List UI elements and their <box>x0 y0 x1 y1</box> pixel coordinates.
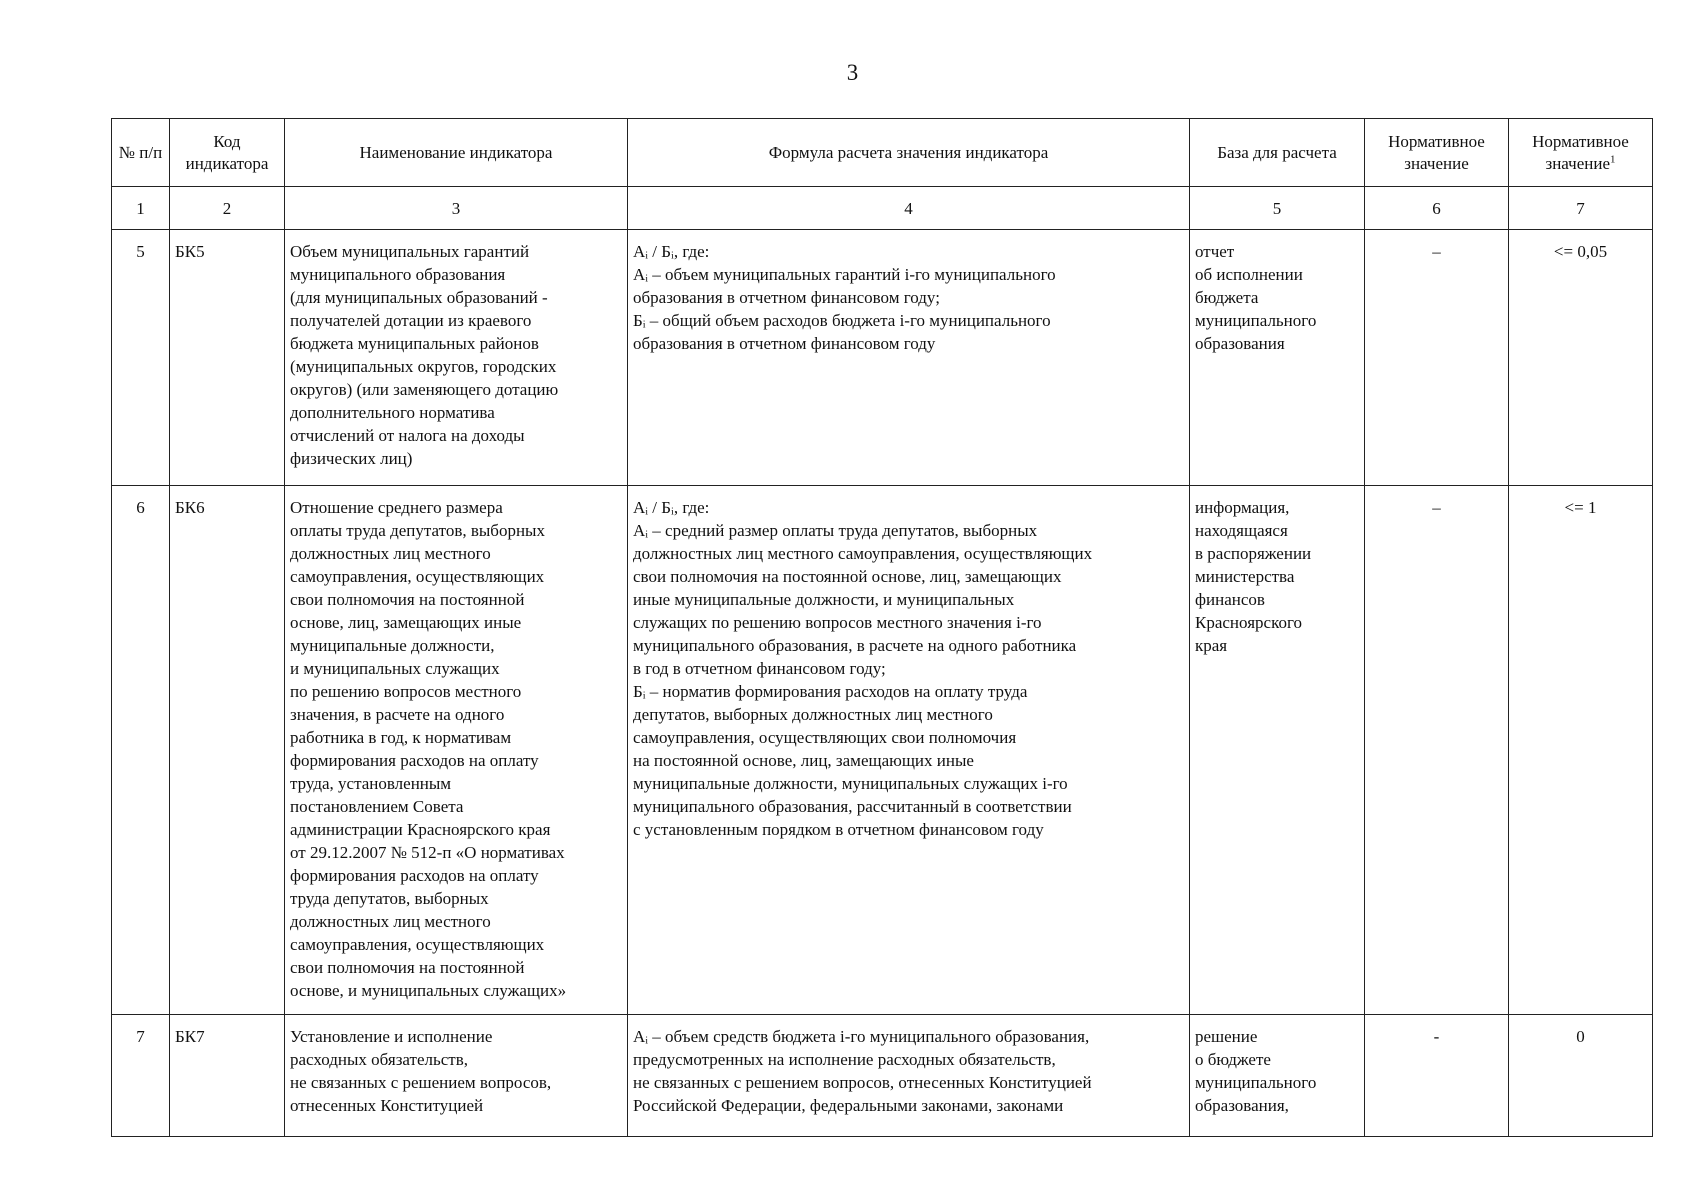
indicator-formula-line: с установленным порядком в отчетном финансовом году <box>633 820 1044 839</box>
calculation-base-line: муниципального <box>1195 311 1317 330</box>
indicator-name-line: (для муниципальных образований - <box>290 288 548 307</box>
indicator-formula-line: Бᵢ – норматив формирования расходов на оплату труда <box>633 682 1028 701</box>
header-formula: Формула расчета значения индикатора <box>628 119 1190 187</box>
indicator-formula-line: служащих по решению вопросов местного значения i-го <box>633 613 1042 632</box>
column-number: 4 <box>628 187 1190 230</box>
calculation-base-line: отчет <box>1195 242 1235 261</box>
indicator-formula-line: предусмотренных на исполнение расходных обязательств, <box>633 1050 1056 1069</box>
indicator-name-line: труда депутатов, выборных <box>290 889 489 908</box>
indicator-name-line: расходных обязательств, <box>290 1050 468 1069</box>
indicator-name-line: по решению вопросов местного <box>290 682 522 701</box>
row-number: 6 <box>112 486 170 1015</box>
calculation-base <box>1190 230 1365 486</box>
calculation-base-line: бюджета <box>1195 288 1259 307</box>
indicator-formula-line: депутатов, выборных должностных лиц местного <box>633 705 993 724</box>
indicator-formula-line: Аᵢ – средний размер оплаты труда депутатов, выборных <box>633 521 1038 540</box>
calculation-base-line: образования, <box>1195 1096 1289 1115</box>
indicator-name-line: дополнительного норматива <box>290 403 495 422</box>
calculation-base <box>1190 1015 1365 1137</box>
indicator-name <box>285 230 628 486</box>
calculation-base-line: решение <box>1195 1027 1258 1046</box>
indicator-name-line: (муниципальных округов, городских <box>290 357 557 376</box>
indicator-formula-line: Бᵢ – общий объем расходов бюджета i-го муниципального <box>633 311 1051 330</box>
norm-value-footnoted: 0 <box>1509 1015 1653 1137</box>
header-name: Наименование индикатора <box>285 119 628 187</box>
indicator-name-line: физических лиц) <box>290 449 413 468</box>
indicator-formula-line: муниципального образования, в расчете на одного работника <box>633 636 1077 655</box>
indicator-name-line: муниципального образования <box>290 265 506 284</box>
header-norm-value-text: Нормативное значение <box>1532 131 1629 173</box>
indicator-name-line: муниципальные должности, <box>290 636 495 655</box>
calculation-base-line: информация, <box>1195 498 1290 517</box>
indicator-name-line: оплаты труда депутатов, выборных <box>290 521 545 540</box>
indicator-name-line: должностных лиц местного <box>290 544 491 563</box>
indicator-formula-line: муниципального образования, рассчитанный в соответствии <box>633 797 1072 816</box>
norm-value: - <box>1365 1015 1509 1137</box>
indicator-name-line: Отношение среднего размера <box>290 498 503 517</box>
row-number: 7 <box>112 1015 170 1137</box>
indicator-name-line: свои полномочия на постоянной <box>290 590 525 609</box>
indicator-name-line: Установление и исполнение <box>290 1027 493 1046</box>
indicator-formula-line: Аᵢ / Бᵢ, где: <box>633 498 710 517</box>
indicator-formula <box>628 486 1190 1015</box>
indicator-name-line: формирования расходов на оплату <box>290 866 539 885</box>
calculation-base-line: в распоряжении <box>1195 544 1312 563</box>
indicator-formula <box>628 1015 1190 1137</box>
indicator-name-line: от 29.12.2007 № 512-п «О нормативах <box>290 843 565 862</box>
indicator-name-line: администрации Красноярского края <box>290 820 551 839</box>
page-number: 3 <box>846 60 859 85</box>
indicator-name-line: отчислений от налога на доходы <box>290 426 525 445</box>
calculation-base-line: находящаяся <box>1195 521 1288 540</box>
indicator-name <box>285 1015 628 1137</box>
indicator-name-line: формирования расходов на оплату <box>290 751 539 770</box>
indicator-formula-line: Российской Федерации, федеральными законами, законами <box>633 1096 1064 1115</box>
header-num: № п/п <box>112 119 170 187</box>
calculation-base-line: Красноярского <box>1195 613 1303 632</box>
indicator-name-line: труда, установленным <box>290 774 452 793</box>
indicator-name-line: самоуправления, осуществляющих <box>290 935 545 954</box>
column-number: 2 <box>170 187 285 230</box>
header-norm-value-footnoted <box>1509 119 1653 187</box>
indicator-name-line: работника в год, к нормативам <box>290 728 512 747</box>
footnote-mark: 1 <box>1610 152 1616 165</box>
column-number: 3 <box>285 187 628 230</box>
column-number: 6 <box>1365 187 1509 230</box>
indicator-formula-line: должностных лиц местного самоуправления, осуществляющих <box>633 544 1093 563</box>
indicator-formula-line: Аᵢ – объем муниципальных гарантий i-го муниципального <box>633 265 1056 284</box>
calculation-base-line: края <box>1195 636 1228 655</box>
calculation-base-line: образования <box>1195 334 1285 353</box>
indicator-row <box>112 230 1653 486</box>
indicator-name-line: Объем муниципальных гарантий <box>290 242 530 261</box>
indicator-name-line: получателей дотации из краевого <box>290 311 532 330</box>
indicators-table <box>111 118 1653 1137</box>
indicator-formula <box>628 230 1190 486</box>
column-number: 7 <box>1509 187 1653 230</box>
calculation-base-line: муниципального <box>1195 1073 1317 1092</box>
norm-value-footnoted: <= 1 <box>1509 486 1653 1015</box>
calculation-base-line: об исполнении <box>1195 265 1303 284</box>
indicator-row <box>112 486 1653 1015</box>
norm-value: – <box>1365 230 1509 486</box>
indicator-name-line: должностных лиц местного <box>290 912 491 931</box>
indicator-formula-line: самоуправления, осуществляющих свои полномочия <box>633 728 1017 747</box>
indicator-formula-line: в год в отчетном финансовом году; <box>633 659 886 678</box>
indicator-row <box>112 1015 1653 1137</box>
header-row <box>112 119 1653 187</box>
calculation-base-line: министерства <box>1195 567 1295 586</box>
indicator-name-line: свои полномочия на постоянной <box>290 958 525 977</box>
header-code: Код индикатора <box>170 119 285 187</box>
indicator-name-line: и муниципальных служащих <box>290 659 500 678</box>
indicator-name-line: самоуправления, осуществляющих <box>290 567 545 586</box>
indicator-name-line: постановлением Совета <box>290 797 464 816</box>
row-number: 5 <box>112 230 170 486</box>
indicator-formula-line: муниципальные должности, муниципальных служащих i-го <box>633 774 1068 793</box>
header-norm-value: Нормативное значение <box>1365 119 1509 187</box>
indicator-code: БК7 <box>170 1015 285 1137</box>
indicator-code: БК6 <box>170 486 285 1015</box>
calculation-base <box>1190 486 1365 1015</box>
indicator-formula-line: образования в отчетном финансовом году; <box>633 288 940 307</box>
calculation-base-line: о бюджете <box>1195 1050 1271 1069</box>
indicator-formula-line: свои полномочия на постоянной основе, лиц, замещающих <box>633 567 1062 586</box>
indicator-name-line: основе, и муниципальных служащих» <box>290 981 567 1000</box>
indicator-name-line: отнесенных Конституцией <box>290 1096 484 1115</box>
indicator-name-line: основе, лиц, замещающих иные <box>290 613 522 632</box>
indicator-name-line: округов) (или заменяющего дотацию <box>290 380 559 399</box>
column-number: 1 <box>112 187 170 230</box>
indicator-formula-line: Аᵢ / Бᵢ, где: <box>633 242 710 261</box>
indicator-name-line: не связанных с решением вопросов, <box>290 1073 552 1092</box>
indicator-formula-line: на постоянной основе, лиц, замещающих иные <box>633 751 974 770</box>
indicator-formula-line: образования в отчетном финансовом году <box>633 334 936 353</box>
norm-value-footnoted: <= 0,05 <box>1509 230 1653 486</box>
column-number: 5 <box>1190 187 1365 230</box>
indicator-formula-line: иные муниципальные должности, и муниципальных <box>633 590 1015 609</box>
indicator-name-line: бюджета муниципальных районов <box>290 334 539 353</box>
indicator-name <box>285 486 628 1015</box>
calculation-base-line: финансов <box>1195 590 1265 609</box>
indicator-formula-line: не связанных с решением вопросов, отнесенных Конституцией <box>633 1073 1092 1092</box>
header-base: База для расчета <box>1190 119 1365 187</box>
column-number-row <box>112 187 1653 230</box>
norm-value: – <box>1365 486 1509 1015</box>
indicator-code: БК5 <box>170 230 285 486</box>
indicator-formula-line: Аᵢ – объем средств бюджета i-го муниципального образования, <box>633 1027 1090 1046</box>
indicator-name-line: значения, в расчете на одного <box>290 705 505 724</box>
